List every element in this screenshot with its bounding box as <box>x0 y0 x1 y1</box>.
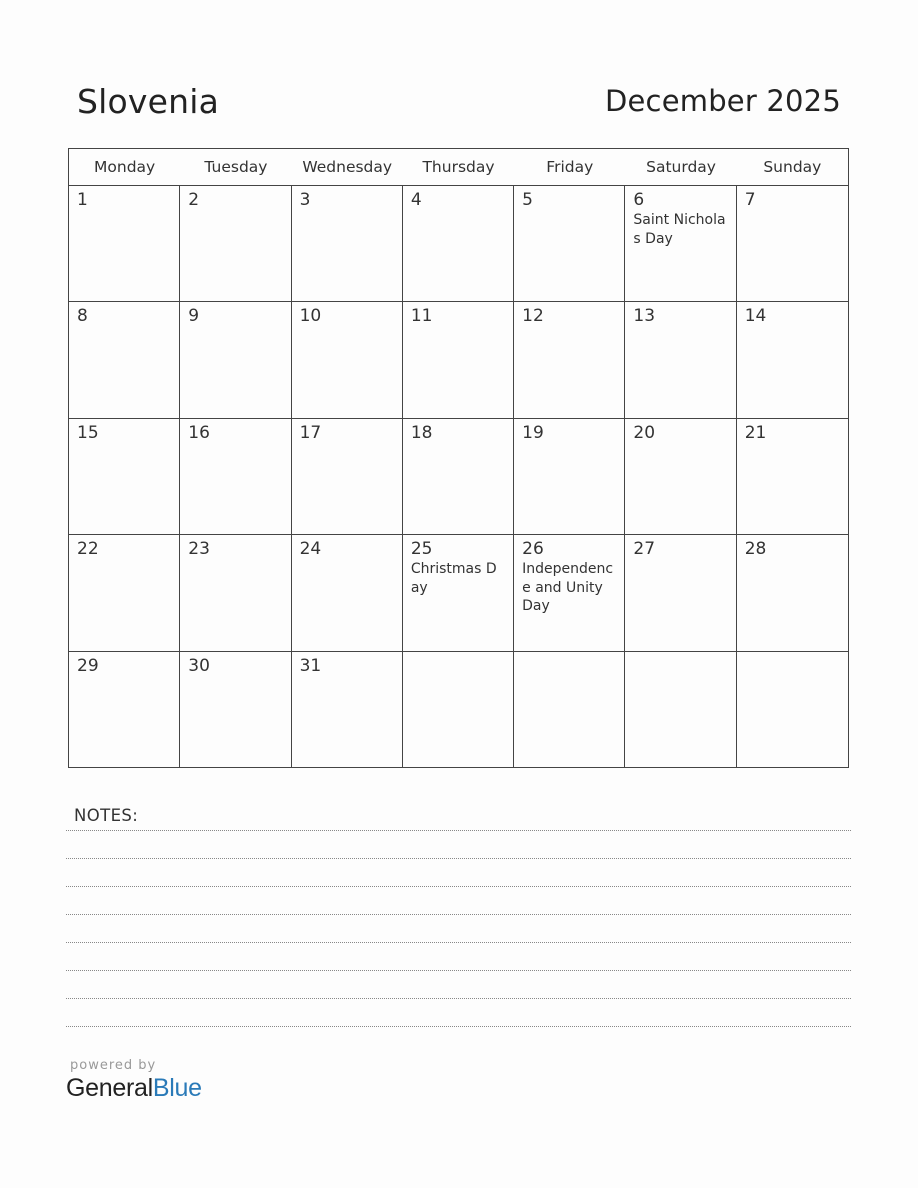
day-cell <box>292 652 403 768</box>
day-number: 2 <box>188 190 200 210</box>
note-line <box>66 1026 851 1027</box>
note-line <box>66 942 851 943</box>
day-number: 8 <box>77 306 88 327</box>
day-cell <box>403 419 514 535</box>
day-number: 7 <box>744 190 756 210</box>
day-number: 27 <box>633 539 656 560</box>
day-number: 24 <box>299 539 322 560</box>
day-cell <box>69 186 180 302</box>
day-cell <box>737 186 848 302</box>
weekday-header-row <box>69 149 848 186</box>
generalblue-logo <box>66 1074 202 1103</box>
brand-general: General <box>66 1074 153 1102</box>
day-cell <box>625 419 736 535</box>
note-line <box>66 998 851 999</box>
day-cell <box>292 186 403 302</box>
note-line <box>66 914 851 915</box>
country-title: Slovenia <box>77 82 220 121</box>
day-cell <box>180 186 291 302</box>
day-number: 9 <box>188 306 200 327</box>
brand-blue: Blue <box>152 1074 202 1102</box>
day-number: 12 <box>522 306 544 327</box>
day-number: 16 <box>188 422 210 443</box>
month-year-title: December 2025 <box>604 84 841 118</box>
day-number: 4 <box>410 190 422 210</box>
day-number: 6 <box>633 190 645 210</box>
day-number: 28 <box>744 539 767 560</box>
day-number: 31 <box>299 655 322 676</box>
day-cell <box>180 302 291 418</box>
day-number: 30 <box>188 655 210 676</box>
day-number: 5 <box>522 190 533 210</box>
day-cell <box>180 419 291 535</box>
notes-label: NOTES: <box>74 806 139 825</box>
day-number: 22 <box>77 539 99 560</box>
day-cell <box>514 302 625 418</box>
day-number: 18 <box>410 422 433 443</box>
day-number: 15 <box>77 422 99 443</box>
day-cell <box>737 535 848 651</box>
day-cell <box>625 535 736 651</box>
day-cell <box>514 419 625 535</box>
powered-by-text: powered by <box>70 1058 157 1073</box>
day-cell <box>69 419 180 535</box>
day-number: 29 <box>77 655 99 676</box>
day-cell <box>625 302 736 418</box>
day-number: 11 <box>410 306 433 327</box>
day-number: 3 <box>299 190 311 210</box>
note-line <box>66 830 851 831</box>
day-cell <box>737 302 848 418</box>
day-number: 13 <box>633 306 656 327</box>
day-number: 23 <box>188 539 210 560</box>
day-cell <box>292 535 403 651</box>
day-cell <box>514 652 625 768</box>
day-cell <box>403 186 514 302</box>
holiday-label: Saint Nicholas Day <box>633 212 726 247</box>
holiday-label: Independence and Unity Day <box>522 561 614 615</box>
day-cell <box>292 302 403 418</box>
day-cell <box>737 652 848 768</box>
day-cell <box>180 535 291 651</box>
note-line <box>66 858 851 859</box>
calendar-grid <box>68 148 849 768</box>
day-number: 21 <box>744 422 767 443</box>
holiday-label: Christmas Day <box>410 561 497 596</box>
calendar-body <box>69 186 848 768</box>
note-line <box>66 886 851 887</box>
day-cell <box>69 652 180 768</box>
weekday-saturday: Saturday <box>646 158 716 176</box>
day-cell <box>69 535 180 651</box>
day-cell <box>625 186 736 302</box>
day-number: 20 <box>633 422 656 443</box>
weekday-friday: Friday <box>546 158 594 176</box>
weekday-sunday: Sunday <box>763 158 822 176</box>
day-cell <box>403 535 514 651</box>
day-cell <box>514 186 625 302</box>
day-cell <box>737 419 848 535</box>
weekday-thursday: Thursday <box>422 158 495 176</box>
day-number: 17 <box>299 422 322 443</box>
day-number: 25 <box>410 539 433 560</box>
weekday-wednesday: Wednesday <box>302 158 393 176</box>
weekday-monday: Monday <box>94 158 156 176</box>
day-cell <box>292 419 403 535</box>
note-line <box>66 970 851 971</box>
day-cell <box>69 302 180 418</box>
day-cell <box>403 302 514 418</box>
day-cell <box>180 652 291 768</box>
day-cell <box>403 652 514 768</box>
day-cell <box>625 652 736 768</box>
day-number: 14 <box>744 306 767 327</box>
day-cell <box>514 535 625 651</box>
weekday-tuesday: Tuesday <box>204 158 268 176</box>
day-number: 1 <box>77 190 88 210</box>
day-number: 10 <box>299 306 322 327</box>
day-number: 26 <box>522 539 544 560</box>
day-number: 19 <box>522 422 544 443</box>
